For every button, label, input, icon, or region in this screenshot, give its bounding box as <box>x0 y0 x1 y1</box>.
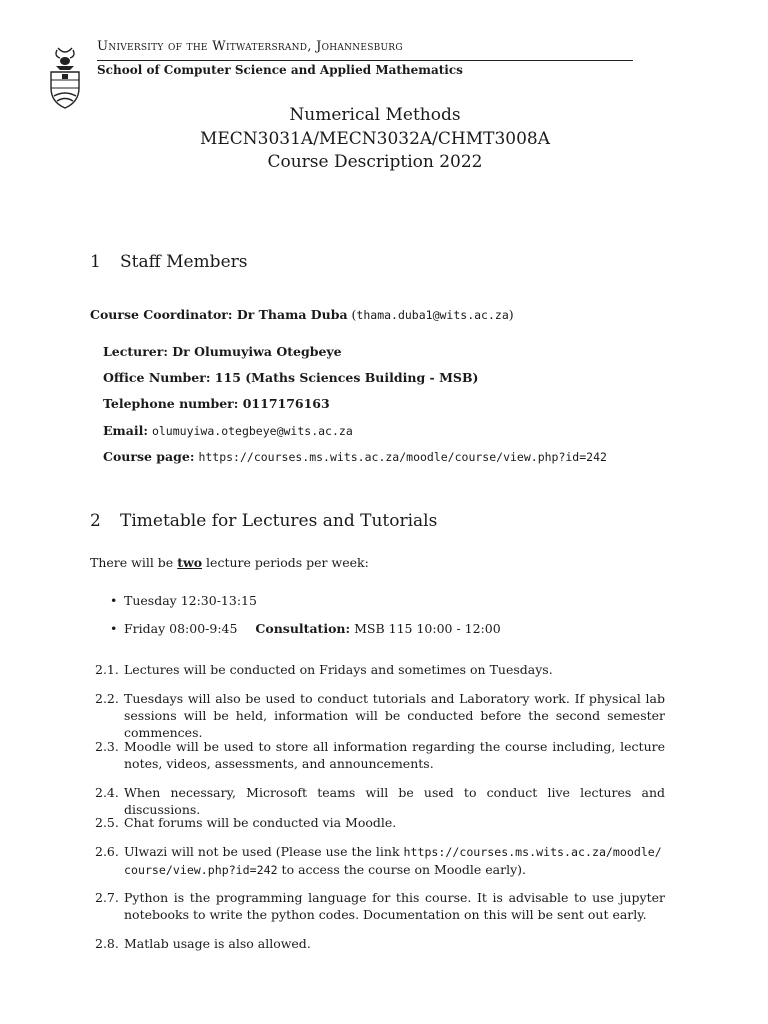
course-page-link[interactable]: https://courses.ms.wits.ac.za/moodle/course/view.php?id=242 <box>198 450 607 464</box>
numbered-item: 2.6. Ulwazi will not be used (Please use the link https://courses.ms.wits.ac.za/moodle/ course/view.php?id=242 to access the course on Moodle early). <box>95 844 662 877</box>
numbered-item: 2.7. Python is the programming language for this course. It is advisable to use jupyter notebooks to write the python codes. Documentation on this will be sent out early. <box>95 890 665 922</box>
numbered-item: 2.8. Matlab usage is also allowed. <box>95 936 311 951</box>
school-name: School of Computer Science and Applied Mathematics <box>97 63 463 77</box>
lecturer-email-link[interactable]: olumuyiwa.otegbeye@wits.ac.za <box>151 424 353 438</box>
numbered-item: 2.3. Moodle will be used to store all information regarding the course including, lecture notes, videos, assessments, and announcements. <box>95 739 665 771</box>
numbered-item: 2.5. Chat forums will be conducted via Moodle. <box>95 815 397 830</box>
course-coordinator: Course Coordinator: Dr Thama Duba (thama.duba1@wits.ac.za) <box>90 307 514 322</box>
bullet-icon: • <box>110 593 118 608</box>
office-number: Office Number: 115 (Maths Sciences Building - MSB) <box>103 370 479 385</box>
telephone-number: Telephone number: 0117176163 <box>103 396 330 411</box>
course-page: Course page: https://courses.ms.wits.ac.za/moodle/course/view.php?id=242 <box>103 449 607 464</box>
numbered-item: 2.2. Tuesdays will also be used to conduct tutorials and Laboratory work. If physical lab sessions will be held, information will be conducted before the second semester commences. <box>95 691 665 740</box>
numbered-item: 2.1. Lectures will be conducted on Fridays and sometimes on Tuesdays. <box>95 662 553 677</box>
list-item: • Tuesday 12:30-13:15 <box>110 593 257 608</box>
lecturer-email: Email: olumuyiwa.otegbeye@wits.ac.za <box>103 423 353 438</box>
moodle-link[interactable]: https://courses.ms.wits.ac.za/moodle/ <box>403 845 662 859</box>
section-2-heading: 2 Timetable for Lectures and Tutorials <box>90 511 438 531</box>
bullet-icon: • <box>110 621 118 636</box>
lecture-periods-intro: There will be two lecture periods per week: <box>90 555 369 570</box>
moodle-link-continued[interactable]: course/view.php?id=242 <box>124 863 278 877</box>
course-description-year: Course Description 2022 <box>267 152 483 172</box>
lecturer: Lecturer: Dr Olumuyiwa Otegbeye <box>103 344 342 359</box>
numbered-item: 2.4. When necessary, Microsoft teams will be used to conduct live lectures and discussions. <box>95 785 665 817</box>
header-rule <box>97 60 633 61</box>
title-block <box>0 104 750 175</box>
coordinator-email-link[interactable]: thama.duba1@wits.ac.za <box>356 308 509 322</box>
section-1-heading: 1 Staff Members <box>90 252 248 272</box>
list-item: • Friday 08:00-9:45 Consultation: MSB 115 10:00 - 12:00 <box>110 621 501 636</box>
course-codes: MECN3031A/MECN3032A/CHMT3008A <box>199 128 551 149</box>
university-name: University of the Witwatersrand, Johannesburg <box>97 39 403 54</box>
course-title: Numerical Methods <box>289 105 461 125</box>
university-crest-logo <box>48 46 82 110</box>
